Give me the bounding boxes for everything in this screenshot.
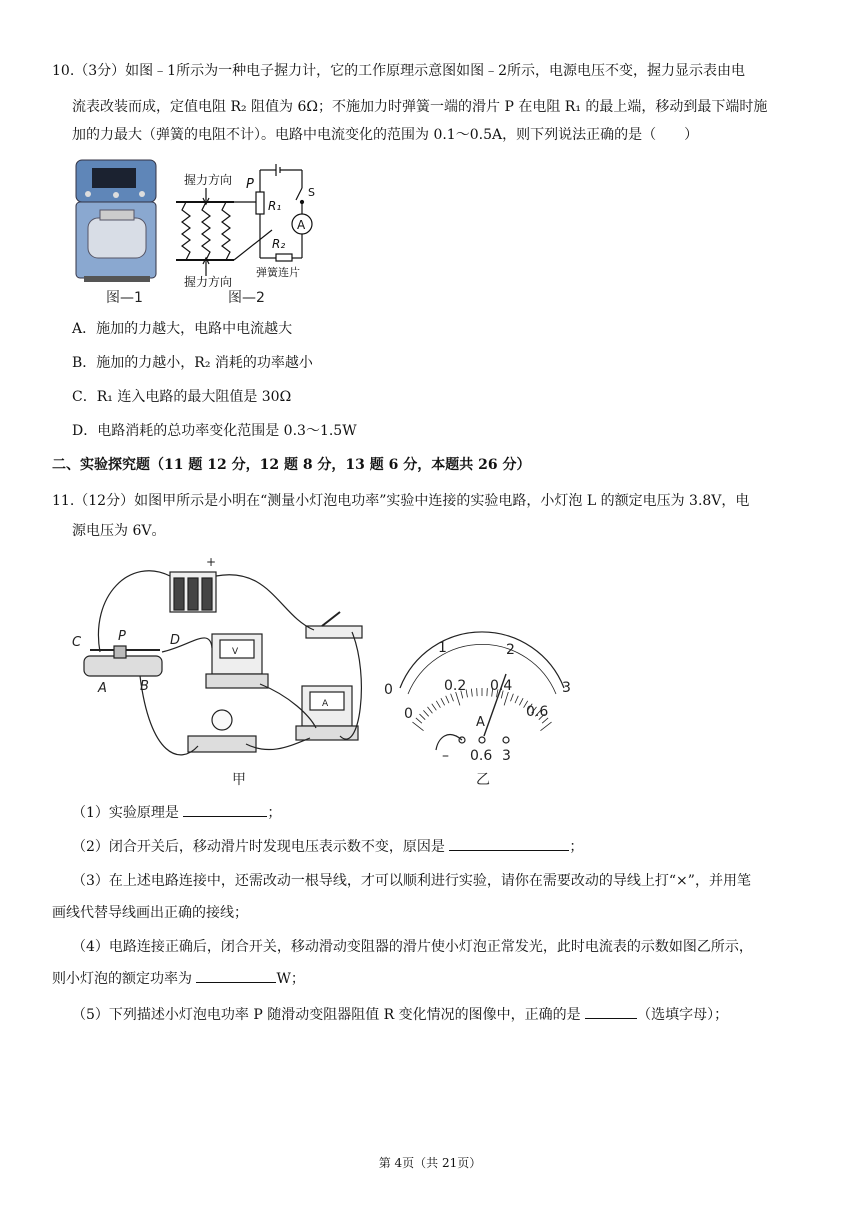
dial-tick <box>446 696 449 703</box>
svg-text:A: A <box>98 681 107 696</box>
dial-tick <box>432 704 437 711</box>
q11-sub1: （1）实验原理是 ； <box>72 800 812 826</box>
scale-bottom-2: 0.4 <box>490 678 513 694</box>
q10-option-a: A．施加的力越大，电路中电流越大 <box>72 321 293 337</box>
q10-stem-line3: 加的力最大（弹簧的电阻不计）。电路中电流变化的范围为 0.1～0.5A，则下列说法正确的是（ ） <box>72 127 699 143</box>
svg-text:V: V <box>232 647 239 657</box>
q11-sub4-line1: （4）电路连接正确后，闭合开关，移动滑动变阻器的滑片使小灯泡正常发光，此时电流表的示数如图乙所示， <box>72 939 753 955</box>
figure-yi-ammeter <box>378 628 578 788</box>
scale-bottom-1: 0.2 <box>444 678 467 694</box>
svg-text:P: P <box>246 177 254 192</box>
answer-blank-4[interactable] <box>196 968 276 983</box>
svg-text:0.6: 0.6 <box>470 748 493 764</box>
svg-text:3: 3 <box>502 748 511 764</box>
q10-stem-line1: 10.（3分）如图﹣1所示为一种电子握力计，它的工作原理示意图如图﹣2所示，电源电压不变，握力显示表由电 <box>52 63 745 79</box>
figure-1-grip-meter <box>72 158 162 306</box>
answer-blank-2[interactable] <box>449 836 569 851</box>
svg-text:A: A <box>297 218 306 232</box>
answer-blank-1[interactable] <box>183 802 267 817</box>
scale-top-3: 3 <box>562 680 571 696</box>
dial-tick <box>441 698 445 705</box>
dial-tick <box>540 722 551 731</box>
figure-jia-circuit <box>70 556 370 788</box>
dial-tick <box>420 714 426 720</box>
q10-stem-line2: 流表改装而成，定值电阻 R₂ 阻值为 6Ω；不施加力时弹簧一端的滑片 P 在电阻 R₁ 的最上端，移动到最下端时施 <box>72 99 768 115</box>
q10-option-d: D．电路消耗的总功率变化范围是 0.3～1.5W <box>72 423 357 439</box>
q11-sub3-line2: 画线代替导线画出正确的接线； <box>52 905 248 921</box>
q11-stem-line2: 源电压为 6V。 <box>72 523 166 539</box>
svg-text:弹簧连片: 弹簧连片 <box>256 266 300 279</box>
svg-text:–: – <box>442 748 449 764</box>
q11-stem-line1: 11.（12分）如图甲所示是小明在“测量小灯泡电功率”实验中连接的实验电路，小灯泡 L 的额定电压为 3.8V，电 <box>52 493 750 509</box>
fig2-caption: 图—2 <box>228 290 265 306</box>
dial-tick <box>511 694 514 701</box>
svg-text:S: S <box>308 186 315 199</box>
svg-text:R₁: R₁ <box>268 199 282 213</box>
dial-tick <box>423 710 428 716</box>
dial-tick <box>412 722 423 731</box>
scale-bottom-0: 0 <box>404 706 413 722</box>
answer-blank-5[interactable] <box>585 1004 637 1019</box>
dial-tick <box>515 696 518 703</box>
dial-tick <box>504 692 508 705</box>
svg-text:A: A <box>322 699 329 709</box>
q10-option-b: B．施加的力越小，R₂ 消耗的功率越小 <box>72 355 313 371</box>
scale-top-0: 0 <box>384 682 393 698</box>
scale-bottom-3: 0.6 <box>526 704 549 720</box>
svg-text:+: + <box>206 556 217 569</box>
figure-2-circuit <box>172 158 322 308</box>
svg-text:D: D <box>170 633 181 648</box>
svg-text:C: C <box>72 635 82 650</box>
fig-yi-caption: 乙 <box>476 772 490 788</box>
meter-unit: A <box>476 715 485 730</box>
section-heading: 二、实验探究题（11 题 12 分，12 题 8 分，13 题 6 分，本题共 26 分） <box>52 457 531 473</box>
force-direction-bottom: 握力方向 <box>184 275 233 289</box>
dial-tick <box>471 689 472 697</box>
dial-tick <box>416 718 422 723</box>
q10-option-c: C．R₁ 连入电路的最大阻值是 30Ω <box>72 389 292 405</box>
svg-text:R₂: R₂ <box>272 237 286 251</box>
fig-jia-caption: 甲 <box>232 772 246 788</box>
q11-sub5: （5）下列描述小灯泡电功率 P 随滑动变阻器阻值 R 变化情况的图像中，正确的是 （选填字母）； <box>72 1002 812 1028</box>
dial-tick <box>451 694 454 701</box>
fig1-caption: 图—1 <box>106 290 143 306</box>
dial-tick <box>519 698 523 705</box>
scale-top-1: 1 <box>438 640 447 656</box>
svg-text:B: B <box>140 679 149 694</box>
q11-sub4-line2: 则小灯泡的额定功率为 W； <box>52 966 812 992</box>
dial-tick <box>466 689 467 697</box>
dial-tick <box>456 692 460 705</box>
dial-tick <box>427 707 432 713</box>
dial-tick <box>436 701 440 708</box>
scale-top-2: 2 <box>506 642 515 658</box>
force-direction-top: 握力方向 <box>184 173 233 187</box>
q11-sub3-line1: （3）在上述电路连接中，还需改动一根导线，才可以顺利进行实验，请你在需要改动的导线上打“×”，并用笔 <box>72 873 751 889</box>
svg-text:P: P <box>118 629 126 644</box>
page-footer: 第 4页（共 21页） <box>378 1156 482 1170</box>
q11-sub2: （2）闭合开关后，移动滑片时发现电压表示数不变，原因是 ； <box>72 834 812 860</box>
